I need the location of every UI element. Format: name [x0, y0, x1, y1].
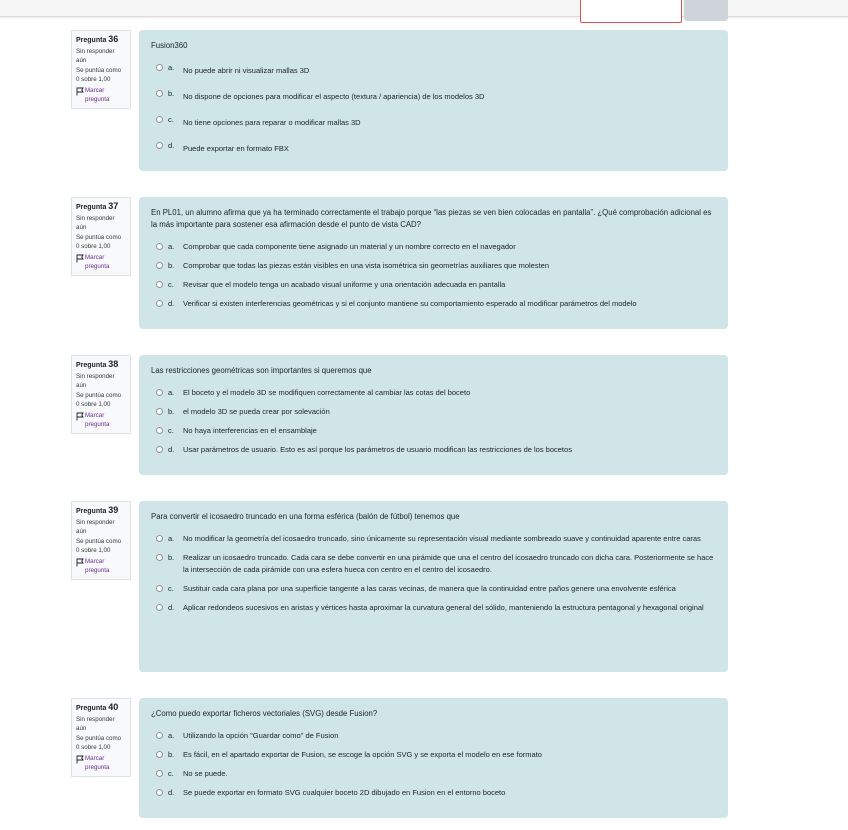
answer-option[interactable]: a. Comprobar que cada componente tiene asignado un material y un nombre correcto en el navegador: [151, 241, 716, 253]
flag-icon: [76, 412, 84, 421]
question-number: Pregunta 39: [76, 505, 119, 515]
radio-button[interactable]: [156, 142, 163, 149]
answer-option[interactable]: a. No modificar la geometría del icosaedro truncado, sino únicamente su representación visual mediante sombreado suave y continuidad aparente entre caras: [151, 533, 716, 545]
question-number: Pregunta 38: [76, 359, 119, 369]
question-info: [71, 197, 131, 276]
radio-button[interactable]: [156, 300, 163, 307]
question-info: [71, 501, 131, 580]
answer-option[interactable]: c. No tiene opciones para reparar o modificar mallas 3D: [151, 114, 716, 129]
question-content: [139, 355, 728, 475]
radio-button[interactable]: [156, 90, 163, 97]
answer-option[interactable]: b. Es fácil, en el apartado exportar de Fusion, se escoge la opción SVG y se exporta el modelo en ese formato: [151, 749, 716, 761]
answer-option[interactable]: d. Verificar si existen interferencias geométricas y si el conjunto mantiene su comportamiento esperado al modificar parámetros del modelo: [151, 298, 716, 310]
flag-question-link[interactable]: Marcar pregunta: [76, 87, 126, 104]
answer-option[interactable]: a. El boceto y el modelo 3D se modifiquen correctamente al cambiar las cotas del boceto: [151, 387, 716, 399]
radio-button[interactable]: [156, 535, 163, 542]
question-info: [71, 30, 131, 109]
question-state: Sin responder aún: [76, 48, 115, 64]
top-search-input[interactable]: [580, 0, 682, 23]
question-text: Fusion360: [151, 41, 188, 50]
question-info: [71, 698, 131, 777]
flag-question-link[interactable]: Marcar pregunta: [76, 558, 126, 575]
question-text: ¿Como puedo exportar ficheros vectoriales (SVG) desde Fusion?: [151, 709, 378, 718]
question-state: Sin responder aún: [76, 519, 115, 535]
answer-list: [151, 533, 716, 614]
answer-option[interactable]: b. Comprobar que todas las piezas están visibles en una vista isométrica sin geometrías auxiliares que molesten: [151, 260, 716, 272]
question-grade: Se puntúa como 0 sobre 1,00: [76, 392, 122, 408]
question-grade: Se puntúa como 0 sobre 1,00: [76, 234, 122, 250]
flag-icon: [76, 558, 84, 567]
radio-button[interactable]: [156, 604, 163, 611]
question-number: Pregunta 37: [76, 201, 119, 211]
answer-list: [151, 730, 716, 799]
radio-button[interactable]: [156, 243, 163, 250]
question-text: Para convertir el icosaedro truncado en una forma esférica (balón de fútbol) tenemos que: [151, 512, 460, 521]
radio-button[interactable]: [156, 116, 163, 123]
answer-option[interactable]: a. No puede abrir ni visualizar mallas 3D: [151, 62, 716, 77]
radio-button[interactable]: [156, 554, 163, 561]
answer-option[interactable]: d. Puede exportar en formato FBX: [151, 140, 716, 155]
question-info: [71, 355, 131, 434]
question-state: Sin responder aún: [76, 716, 115, 732]
question-content: [139, 30, 728, 171]
question-state: Sin responder aún: [76, 215, 115, 231]
flag-icon: [76, 755, 84, 764]
radio-button[interactable]: [156, 732, 163, 739]
answer-list: [151, 387, 716, 456]
question-number: Pregunta 36: [76, 34, 119, 44]
flag-question-link[interactable]: Marcar pregunta: [76, 412, 126, 429]
radio-button[interactable]: [156, 389, 163, 396]
answer-option[interactable]: b. el modelo 3D se pueda crear por solevación: [151, 406, 716, 418]
answer-option[interactable]: c. Sustituir cada cara plana por una superficie tangente a las caras vecinas, de manera que la continuidad entre paños genere una envolvente esférica: [151, 583, 716, 595]
question-text: En PL01, un alumno afirma que ya ha terminado correctamente el trabajo porque “las piezas se ven bien colocadas en pantalla”. ¿Qué comprobación adicional es la más importante para sostener esa afirmación desde el punto de vista CAD?: [151, 208, 712, 229]
answer-option[interactable]: b. No dispone de opciones para modificar el aspecto (textura / apariencia) de los modelos 3D: [151, 88, 716, 103]
answer-option[interactable]: c. Revisar que el modelo tenga un acabado visual uniforme y una orientación adecuada en pantalla: [151, 279, 716, 291]
answer-list: [151, 241, 716, 310]
flag-question-link[interactable]: Marcar pregunta: [76, 755, 126, 772]
radio-button[interactable]: [156, 789, 163, 796]
answer-option[interactable]: d. Aplicar redondeos sucesivos en aristas y vértices hasta aproximar la curvatura general del sólido, manteniendo la estructura pentagonal y hexagonal original: [151, 602, 716, 614]
question-number: Pregunta 40: [76, 702, 119, 712]
radio-button[interactable]: [156, 585, 163, 592]
question-grade: Se puntúa como 0 sobre 1,00: [76, 67, 122, 83]
question-content: [139, 197, 728, 329]
radio-button[interactable]: [156, 408, 163, 415]
question-state: Sin responder aún: [76, 373, 115, 389]
flag-icon: [76, 87, 84, 96]
answer-option[interactable]: d. Usar parámetros de usuario. Esto es así porque los parámetros de usuario modifican las restricciones de los bocetos: [151, 444, 716, 456]
answer-list: [151, 62, 716, 155]
answer-option[interactable]: c. No haya interferencias en el ensamblaje: [151, 425, 716, 437]
top-search-button[interactable]: [684, 0, 728, 21]
question-content: [139, 501, 728, 672]
radio-button[interactable]: [156, 770, 163, 777]
flag-icon: [76, 254, 84, 263]
flag-question-link[interactable]: Marcar pregunta: [76, 254, 126, 271]
radio-button[interactable]: [156, 751, 163, 758]
answer-option[interactable]: b. Realizar un icosaedro truncado. Cada cara se debe convertir en una pirámide que una el centro del icosaedro truncado con dicha cara. Posteriormente se hace la intersección de cada pirámide con una esfera hueca con centro en el centro del icosaedro.: [151, 552, 716, 576]
radio-button[interactable]: [156, 427, 163, 434]
radio-button[interactable]: [156, 446, 163, 453]
radio-button[interactable]: [156, 262, 163, 269]
question-content: [139, 698, 728, 818]
answer-option[interactable]: c. No se puede.: [151, 768, 716, 780]
answer-option[interactable]: d. Se puede exportar en formato SVG cualquier boceto 2D dibujado en Fusion en el entorno boceto: [151, 787, 716, 799]
question-text: Las restricciones geométricas son importantes si queremos que: [151, 366, 372, 375]
answer-option[interactable]: a. Utilizando la opción "Guardar como" de Fusion: [151, 730, 716, 742]
radio-button[interactable]: [156, 64, 163, 71]
question-grade: Se puntúa como 0 sobre 1,00: [76, 735, 122, 751]
radio-button[interactable]: [156, 281, 163, 288]
question-grade: Se puntúa como 0 sobre 1,00: [76, 538, 122, 554]
